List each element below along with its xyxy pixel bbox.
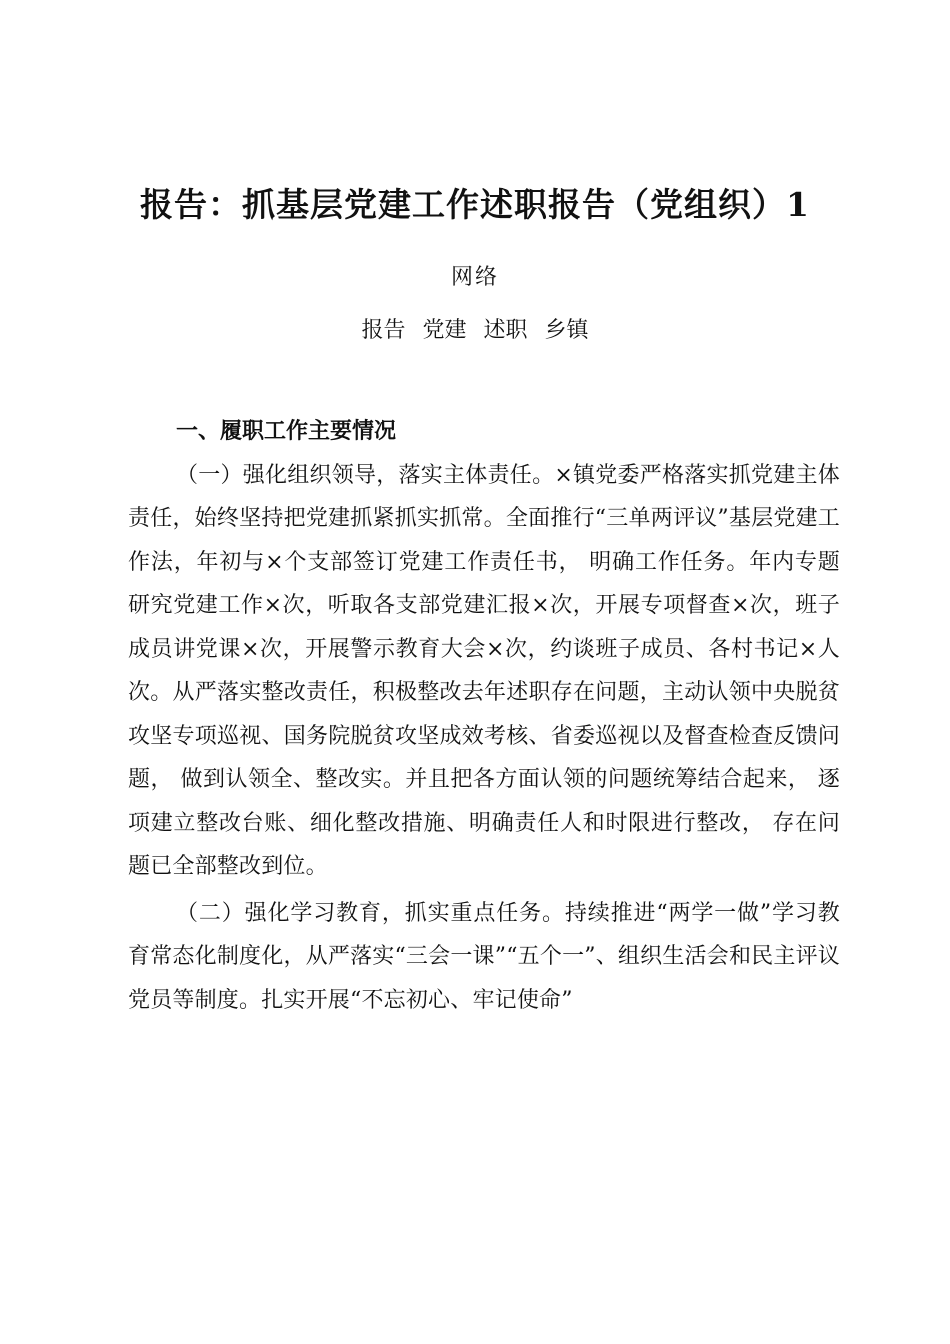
tag-item: 乡镇 [544, 318, 589, 343]
document-tags [0, 315, 950, 347]
section-heading: 一、履职工作主要情况 [176, 418, 397, 444]
tag-item: 报告 [361, 318, 406, 343]
tag-item: 党建 [422, 318, 467, 343]
paragraph-study-education: （二）强化学习教育，抓实重点任务。持续推进“两学一做”学习教育常态化制度化，从严落实“三会一课”“五个一”、组织生活会和民主评议党员等制度。扎实开展“不忘初心、牢记使命” [128, 900, 840, 1013]
document-title: 报告：抓基层党建工作述职报告（党组织）1 [140, 185, 810, 224]
document-body [128, 410, 840, 1022]
paragraph-organization-leadership: （一）强化组织领导，落实主体责任。×镇党委严格落实抓党建主体责任，始终坚持把党建抓紧抓实抓常。全面推行“三单两评议”基层党建工作法，年初与×个支部签订党建工作责任书， 明确工作任务。年内专题研究党建工作×次，听取各支部党建汇报×次，开展专项督查×次，班子成员讲党课×次，开展警示教育大会×次，约谈班子成员、各村书记×人次。从严落实整改责任，积极整改去年述职存在问题，主动认领中央脱贫攻坚专项巡视、国务院脱贫攻坚成效考核、省委巡视以及督查检查反馈问题， 做到认领全、整改实。并且把各方面认领的问题统筹结合起来， 逐项建立整改台账、细化整改措施、明确责任人和时限进行整改， 存在问题已全部整改到位。 [128, 462, 840, 879]
document-source: 网络 [450, 265, 499, 290]
tag-item: 述职 [483, 318, 528, 343]
